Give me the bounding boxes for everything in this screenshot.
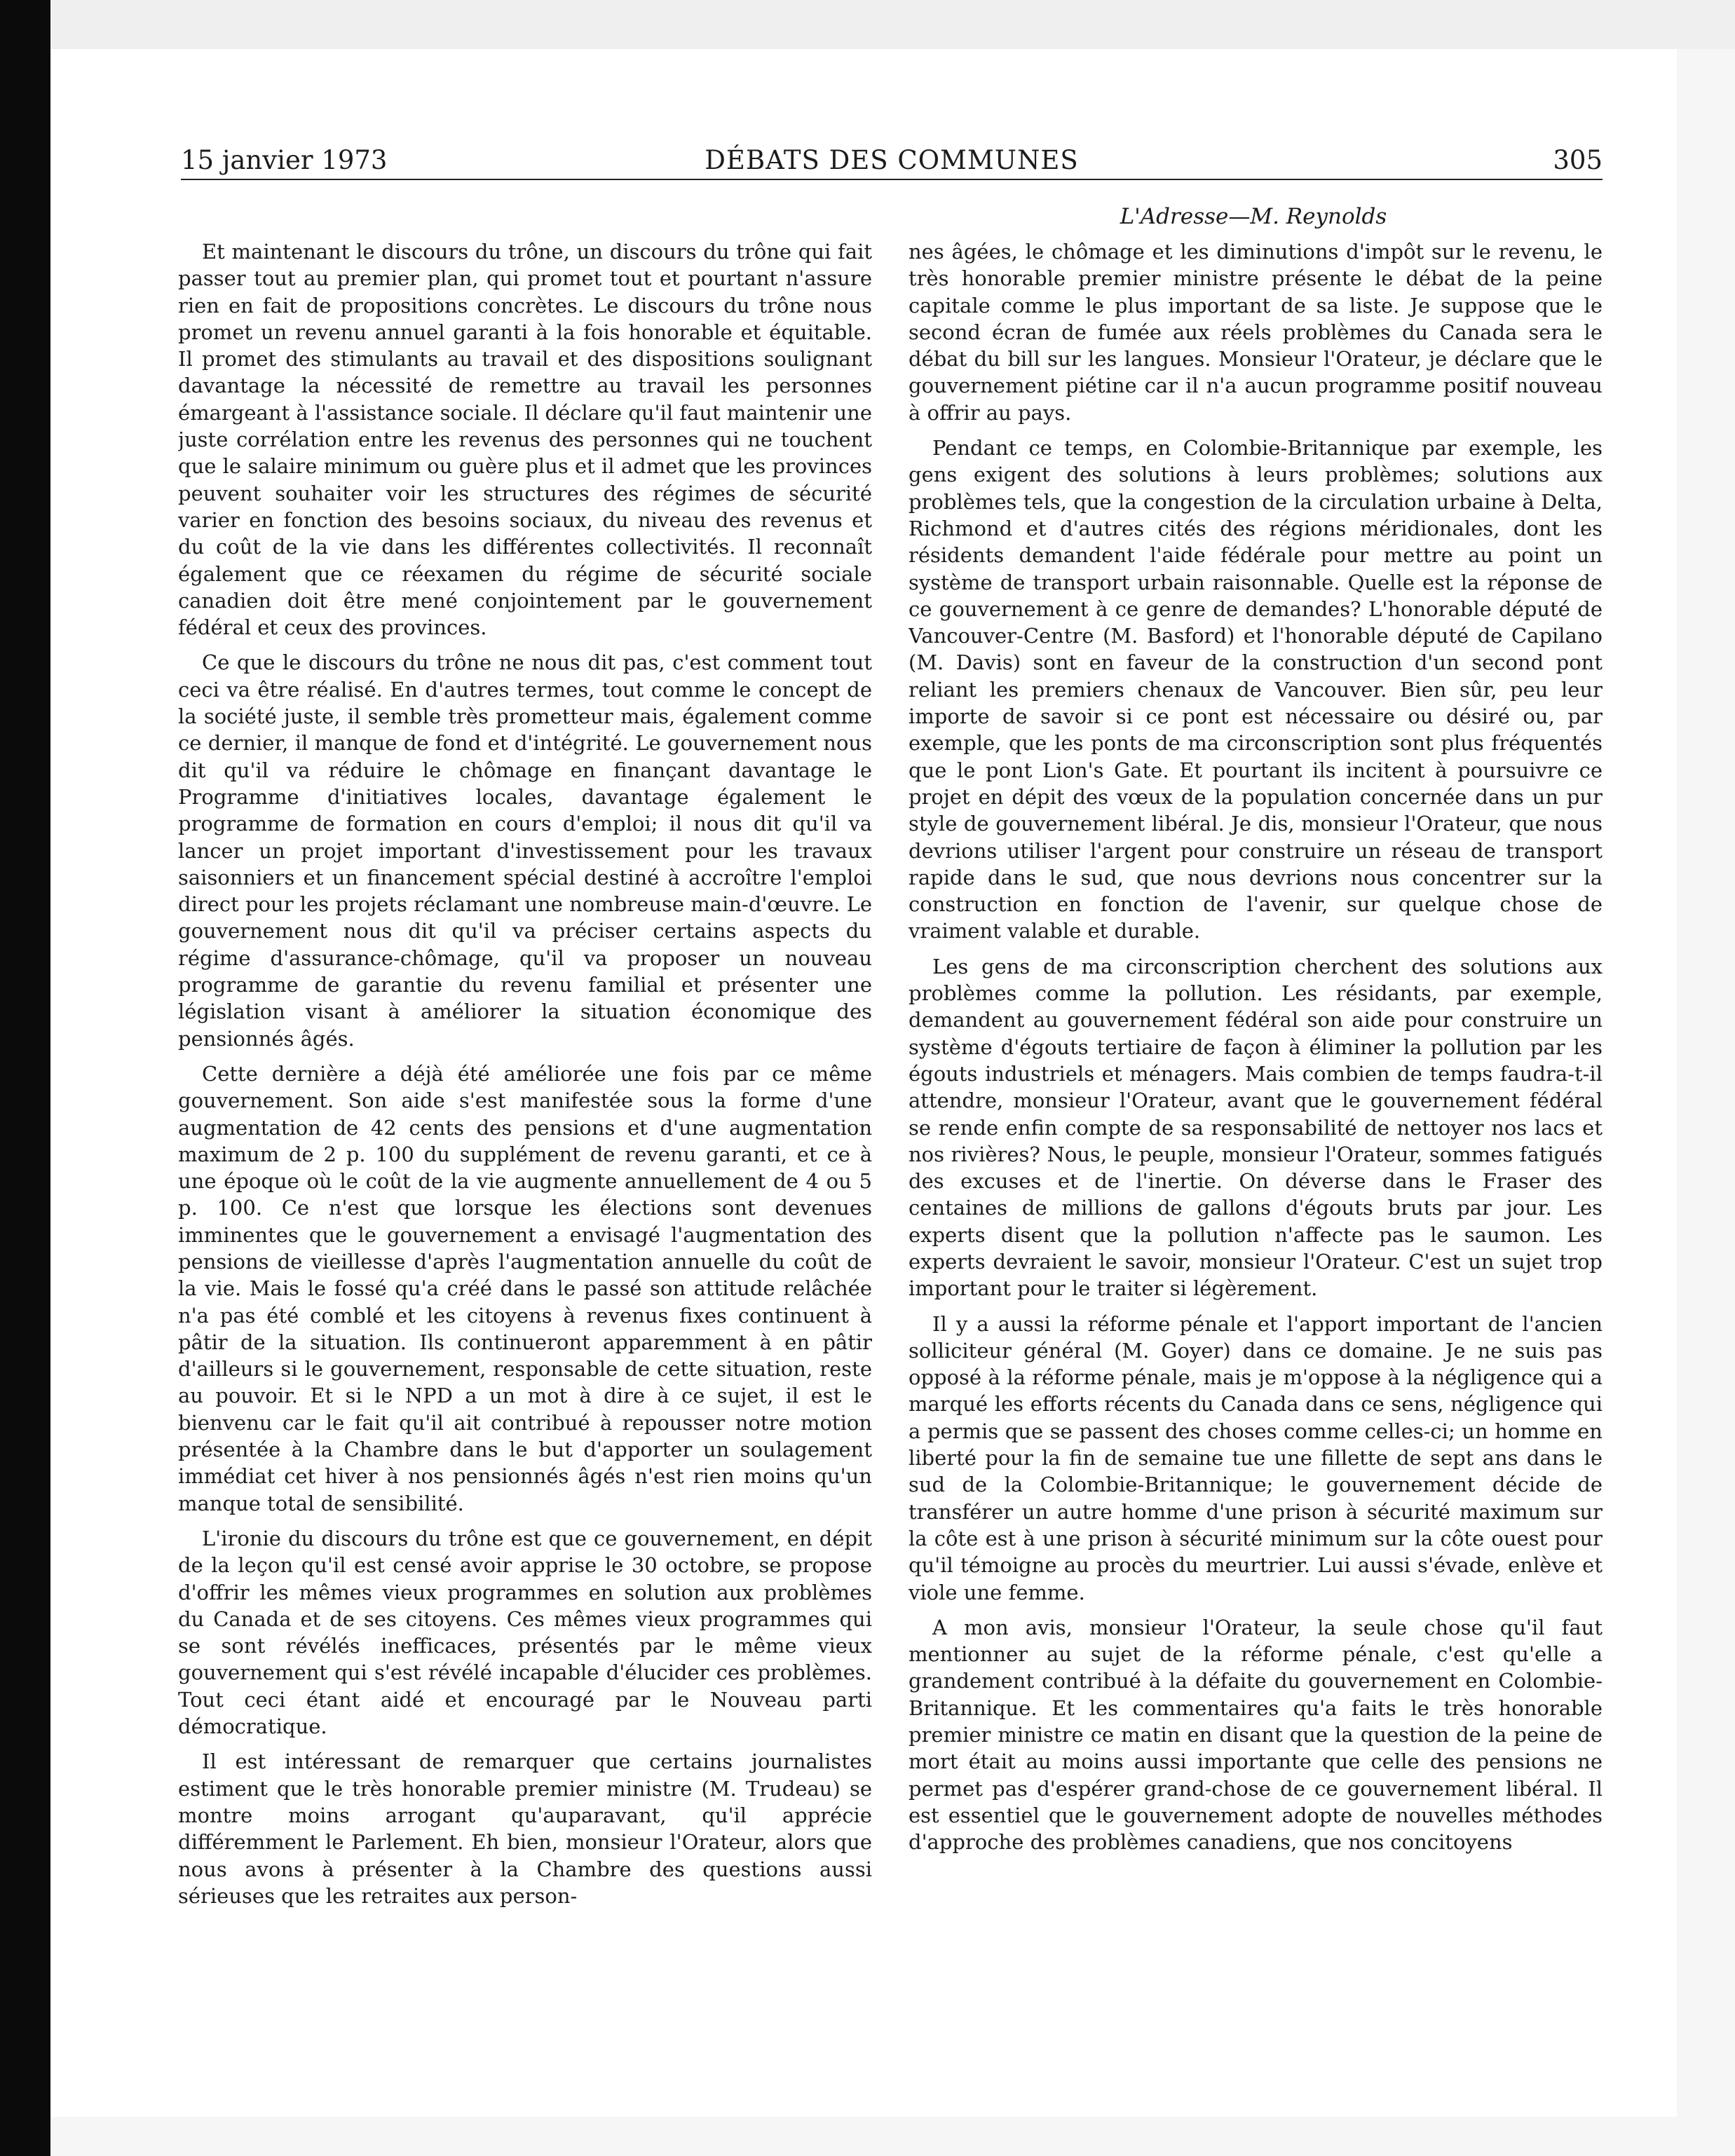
page-number: 305: [1553, 145, 1603, 175]
header-date: 15 janvier 1973: [181, 145, 388, 175]
running-head: L'Adresse—M. Reynolds: [1120, 204, 1387, 229]
paragraph: Pendant ce temps, en Colombie-Britannique par exemple, les gens exigent des solutions à leurs problèmes; solutions aux problèmes tels, que la congestion de la circulation urbaine à Delta, Richmond et d'autres cités des régions méridionales, dont les résidents demandent l'aide fédérale pour mettre au point un système de transport urbain raisonnable. Quelle est la réponse de ce gouvernement à ce genre de demandes? L'honorable député de Vancouver-Centre (M. Basford) et l'honorable député de Capilano (M. Davis) sont en faveur de la construction d'un second pont reliant les premiers chenaux de Vancouver. Bien sûr, peu leur importe de savoir si ce pont est nécessaire ou désiré ou, par exemple, que les ponts de ma circonscription sont plus fréquentés que le pont Lion's Gate. Et pourtant ils incitent à poursuivre ce projet en dépit des vœux de la population concernée dans un pur style de gouvernement libéral. Je dis, monsieur l'Orateur, que nous devrions utiliser l'argent pour construire un réseau de transport rapide dans le sud, que nous devrions nous concentrer sur la construction en fonction de l'avenir, sur quelque chose de vraiment valable et durable.: [909, 436, 1603, 943]
paragraph: Il y a aussi la réforme pénale et l'apport important de l'ancien solliciteur général (M. Goyer) dans ce domaine. Je ne suis pas opposé à la réforme pénale, mais je m'oppose à la négligence qui a marqué les efforts récents du Canada dans ce sens, négligence qui a permis que se passent des choses comme celles-ci; un homme en liberté pour la fin de semaine tue une fillette de sept ans dans le sud de la Colombie-Britannique; le gouvernement décide de transférer un autre homme d'une prison à sécurité maximum sur la côte est à une prison à sécurité minimum sur la côte ouest pour qu'il témoigne au procès du meurtrier. Lui aussi s'évade, enlève et viole une femme.: [909, 1311, 1603, 1604]
paragraph: Les gens de ma circonscription cherchent des solutions aux problèmes comme la pollution. Les résidants, par exemple, demandent au gouvernement fédéral son aide pour construire un système d'égouts tertiaire de façon à éliminer la pollution par les égouts industriels et ménagers. Mais combien de temps faudra-t-il attendre, monsieur l'Orateur, avant que le gouvernement fédéral se rende enfin compte de sa responsabilité de nettoyer nos lacs et nos rivières? Nous, le peuple, monsieur l'Orateur, sommes fatigués des excuses et de l'inertie. On déverse dans le Fraser des centaines de millions de gallons d'égouts bruts par jour. Les experts disent que la pollution n'affecte pas le saumon. Les experts devraient le savoir, monsieur l'Orateur. C'est un sujet trop important pour le traiter si légèrement.: [909, 954, 1603, 1301]
paragraph: Et maintenant le discours du trône, un discours du trône qui fait passer tout au premier plan, qui promet tout et pourtant n'assure rien en fait de propositions concrètes. Le discours du trône nous promet un revenu annuel garanti à la fois honorable et équitable. Il promet des stimulants au travail et des dispositions soulignant davantage la nécessité de remettre au travail les personnes émargeant à l'assistance sociale. Il déclare qu'il faut maintenir une juste corrélation entre les revenus des personnes qui ne touchent que le salaire minimum ou guère plus et il admet que les provinces peuvent souhaiter voir les structures des régimes de sécurité varier en fonction des besoins sociaux, du niveau des revenus et du coût de la vie dans les différentes collectivités. Il reconnaît également que ce réexamen du régime de sécurité sociale canadien doit être mené conjointement par le gouvernement fédéral et ceux des provinces.: [178, 240, 872, 640]
paragraph: A mon avis, monsieur l'Orateur, la seule chose qu'il faut mentionner au sujet de la réforme pénale, c'est qu'elle a grandement contribué à la défaite du gouvernement en Colombie-Britannique. Et les commentaires qu'a faits le très honorable premier ministre ce matin en disant que la question de la peine de mort était au moins aussi importante que celle des pensions ne permet pas d'espérer grand-chose de ce gouvernement libéral. Il est essentiel que le gouvernement adopte de nouvelles méthodes d'approche des problèmes canadiens, que nos concitoyens: [909, 1615, 1603, 1855]
paragraph: Il est intéressant de remarquer que certains journalistes estiment que le très honorable premier ministre (M. Trudeau) se montre moins arrogant qu'auparavant, qu'il apprécie différemment le Parlement. Eh bien, monsieur l'Orateur, alors que nous avons à présenter à la Chambre des questions aussi sérieuses que les retraites aux person-: [178, 1749, 872, 1908]
paragraph: L'ironie du discours du trône est que ce gouvernement, en dépit de la leçon qu'il est censé avoir apprise le 30 octobre, se propose d'offrir les mêmes vieux programmes en solution aux problèmes du Canada et de ses citoyens. Ces mêmes vieux programmes qui se sont révélés inefficaces, présentés par le même vieux gouvernement qui s'est révélé incapable d'élucider ces problèmes. Tout ceci étant aidé et encouragé par le Nouveau parti démocratique.: [178, 1526, 872, 1739]
page-header: [181, 144, 1603, 180]
scan-edge: [0, 0, 50, 2156]
paragraph: Cette dernière a déjà été améliorée une fois par ce même gouvernement. Son aide s'est manifestée sous la forme d'une augmentation de 42 cents des pensions et d'une augmentation maximum de 2 p. 100 du supplément de revenu garanti, et ce à une époque où le coût de la vie augmente annuellement de 4 ou 5 p. 100. Ce n'est que lorsque les élections sont devenues imminentes que le gouvernement a envisagé l'augmentation des pensions de vieillesse d'après l'augmentation annuelle du coût de la vie. Mais le fossé qu'a créé dans le passé son attitude relâchée n'a pas été comblé et les citoyens à revenus fixes continuent à pâtir de la situation. Ils continueront apparemment à en pâtir d'ailleurs si le gouvernement, responsable de cette situation, reste au pouvoir. Et si le NPD a un mot à dire à ce sujet, il est le bienvenu car le fait qu'il ait contribué à repousser notre motion présentée à la Chambre dans le but d'apporter un soulagement immédiat cet hiver à nos pensionnés âgés n'est rien moins qu'un manque total de sensibilité.: [178, 1061, 872, 1515]
header-title: DÉBATS DES COMMUNES: [705, 145, 1079, 175]
right-column: [909, 238, 1603, 2005]
scan-margin: [50, 0, 1735, 49]
left-column: [178, 238, 872, 2005]
paragraph: Ce que le discours du trône ne nous dit pas, c'est comment tout ceci va être réalisé. En d'autres termes, tout comme le concept de la société juste, il semble très prometteur mais, également comme ce dernier, il manque de fond et d'intégrité. Le gouvernement nous dit qu'il va réduire le chômage en finançant davantage le Programme d'initiatives locales, davantage également le programme de formation en cours d'emploi; il nous dit qu'il va lancer un projet important d'investissement pour les travaux saisonniers et un financement spécial destiné à accroître l'emploi direct pour les projets réclamant une nombreuse main-d'œuvre. Le gouvernement nous dit qu'il va préciser certains aspects du régime d'assurance-chômage, qu'il va proposer un nouveau programme de garantie du revenu familial et présenter une législation visant à améliorer la situation économique des pensionnés âgés.: [178, 650, 872, 1051]
paragraph: nes âgées, le chômage et les diminutions d'impôt sur le revenu, le très honorable premier ministre présente le débat de la peine capitale comme le plus important de sa liste. Je suppose que le second écran de fumée aux réels problèmes du Canada sera le débat du bill sur les langues. Monsieur l'Orateur, je déclare que le gouvernement piétine car il n'a aucun programme positif nouveau à offrir au pays.: [909, 240, 1603, 425]
